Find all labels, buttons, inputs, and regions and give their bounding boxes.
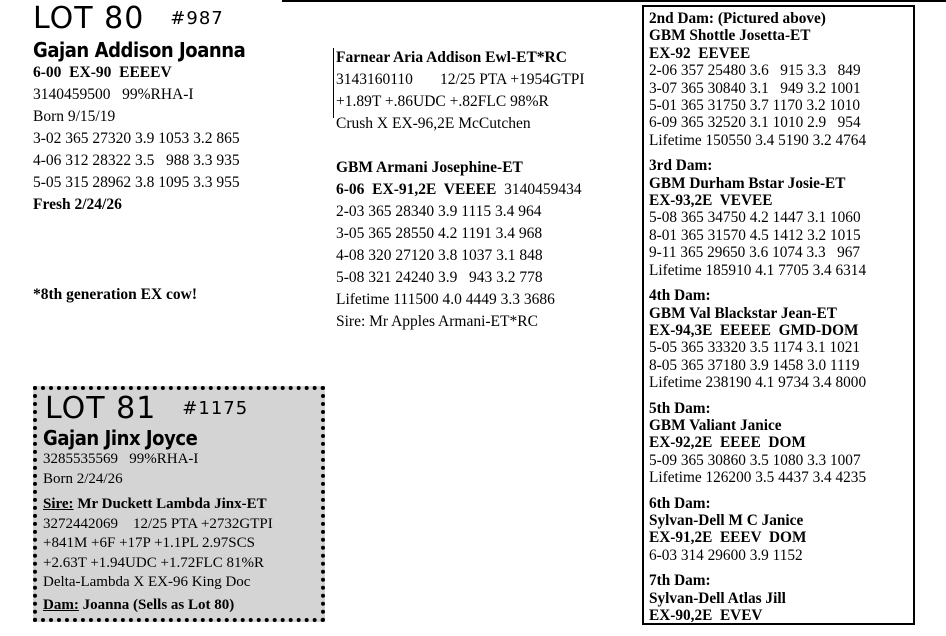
lot80-fresh: Fresh 2/24/26	[33, 196, 122, 213]
dam-sire: Sire: Mr Apples Armani-ET*RC	[336, 313, 538, 330]
pedigree-classification: EX-92 EEVEE	[649, 44, 751, 62]
pedigree-classification: EX-94,3E EEEEE GMD-DOM	[649, 321, 859, 339]
pedigree-record: 3-07 365 30840 3.1 949 3.2 1001	[649, 79, 861, 97]
pedigree-heading: 4th Dam:	[649, 287, 711, 305]
lot81-sire-label: Sire:	[43, 496, 74, 512]
lot81-box	[33, 386, 325, 622]
pedigree-dam-name: GBM Val Blackstar Jean-ET	[649, 304, 837, 322]
pedigree-dam-block	[649, 495, 913, 565]
pedigree-dam-name: GBM Durham Bstar Josie-ET	[649, 174, 846, 192]
dam-record: 5-08 321 24240 3.9 943 3.2 778	[336, 269, 543, 286]
lot80-registration: 3140459500 99%RHA-I	[33, 86, 194, 103]
lot81-dam-label: Dam:	[43, 596, 79, 613]
dam-record: 3-05 365 28550 4.2 1191 3.4 968	[336, 225, 543, 242]
pedigree-record: 8-01 365 31570 4.5 1412 3.2 1015	[649, 226, 861, 244]
pedigree-dam-name: GBM Valiant Janice	[649, 416, 782, 434]
pedigree-record: 5-08 365 34750 4.2 1447 3.1 1060	[649, 209, 861, 227]
lot81-title: LOT 81	[45, 391, 157, 426]
pedigree-record: 5-05 365 33320 3.5 1174 3.1 1021	[649, 339, 861, 357]
lot80-name: Gajan Addison Joanna	[33, 38, 246, 62]
lot81-sire-name: Mr Duckett Lambda Jinx-ET	[73, 496, 267, 512]
pedigree-classification: EX-93,2E VEVEE	[649, 192, 773, 210]
pedigree-record: 6-03 314 29600 3.9 1152	[649, 546, 803, 564]
lot81-sire-line: +841M +6F +17P +1.1PL 2.97SCS	[43, 535, 255, 551]
dam-classification: 6-06 EX-91,2E VEEEE	[336, 181, 497, 198]
dam-record: 2-03 365 28340 3.9 1115 3.4 964	[336, 203, 542, 220]
lot80-note: *8th generation EX cow!	[33, 286, 198, 303]
pedigree-dam-name: Sylvan-Dell Atlas Jill	[649, 589, 786, 607]
pedigree-dam-block	[649, 287, 913, 391]
dam-record: 4-08 320 27120 3.8 1037 3.1 848	[336, 247, 543, 264]
pedigree-classification: EX-91,2E EEEV DOM	[649, 529, 807, 547]
pedigree-heading: 7th Dam:	[649, 572, 711, 590]
pedigree-record: 8-05 365 37180 3.9 1458 3.0 1119	[649, 356, 860, 374]
lot81-name: Gajan Jinx Joyce	[43, 426, 198, 450]
pedigree-heading: 2nd Dam: (Pictured above)	[649, 10, 826, 27]
pedigree-dam-name: Sylvan-Dell M C Janice	[649, 511, 804, 529]
pedigree-record: Lifetime 150550 3.4 5190 3.2 4764	[649, 131, 867, 149]
pedigree-record: Lifetime 238190 4.1 9734 3.4 8000	[649, 374, 867, 392]
lot81-sire-line: 3272442069 12/25 PTA +2732GTPI	[43, 515, 273, 532]
lot80-classification: 6-00 EX-90 EEEEV	[33, 64, 172, 81]
pedigree-box	[642, 5, 915, 625]
sire-block	[336, 47, 584, 135]
sire-name: Farnear Aria Addison Ewl-ET*RC	[336, 49, 567, 66]
lot81-sire-line: Delta-Lambda X EX-96 King Doc	[43, 574, 251, 590]
pedigree-record: 9-11 365 29650 3.6 1074 3.3 967	[649, 244, 861, 262]
pedigree-record: Lifetime 185910 4.1 7705 3.4 6314	[649, 261, 867, 279]
lot81-registration: 3285535569 99%RHA-I	[43, 451, 199, 467]
pedigree-dam-name: GBM Shottle Josetta-ET	[649, 27, 811, 45]
pedigree-dam-block	[649, 157, 913, 279]
dam-block	[336, 157, 582, 333]
pedigree-classification: EX-90,2E EVEV	[649, 607, 763, 624]
lot80-header	[33, 1, 224, 36]
lot81-sire-line: +2.63T +1.94UDC +1.72FLC 81%R	[43, 554, 264, 571]
dam-registration: 3140459434	[496, 181, 582, 198]
lot80-number: #987	[170, 8, 224, 29]
lot80-born: Born 9/15/19	[33, 108, 116, 125]
lot80-title: LOT 80	[33, 1, 145, 36]
pedigree-record: 2-06 357 25480 3.6 915 3.3 849	[649, 62, 861, 80]
sire-line: 3143160110 12/25 PTA +1954GTPI	[336, 71, 585, 88]
lot81-born: Born 2/24/26	[43, 470, 123, 487]
sire-line: Crush X EX-96,2E McCutchen	[336, 115, 531, 132]
pedigree-record: Lifetime 126200 3.5 4437 3.4 4235	[649, 469, 867, 487]
dam-name: GBM Armani Josephine-ET	[336, 159, 523, 176]
pedigree-heading: 3rd Dam:	[649, 157, 713, 175]
lot81-dam-text: Joanna (Sells as Lot 80)	[78, 596, 235, 613]
pedigree-record: 5-01 365 31750 3.7 1170 3.2 1010	[649, 97, 861, 115]
top-rule	[282, 0, 946, 2]
lot80-info	[33, 38, 269, 216]
lot80-record: 3-02 365 27320 3.9 1053 3.2 865	[33, 130, 240, 147]
pedigree-dam-block	[649, 572, 913, 624]
sire-rule	[333, 48, 334, 118]
pedigree-dam-block	[649, 10, 913, 149]
pedigree-record: 5-09 365 30860 3.5 1080 3.3 1007	[649, 451, 861, 469]
pedigree-record: 6-09 365 32520 3.1 1010 2.9 954	[649, 114, 861, 132]
pedigree-dam-block	[649, 400, 913, 487]
lot80-record: 5-05 315 28962 3.8 1095 3.3 955	[33, 174, 240, 191]
pedigree-heading: 6th Dam:	[649, 494, 711, 512]
pedigree-heading: 5th Dam:	[649, 399, 711, 417]
lot80-record: 4-06 312 28322 3.5 988 3.3 935	[33, 152, 240, 169]
dam-lifetime: Lifetime 111500 4.0 4449 3.3 3686	[336, 291, 555, 308]
lot81-number: #1175	[182, 398, 249, 419]
sire-line: +1.89T +.86UDC +.82FLC 98%R	[336, 93, 549, 110]
pedigree-classification: EX-92,2E EEEE DOM	[649, 434, 806, 452]
